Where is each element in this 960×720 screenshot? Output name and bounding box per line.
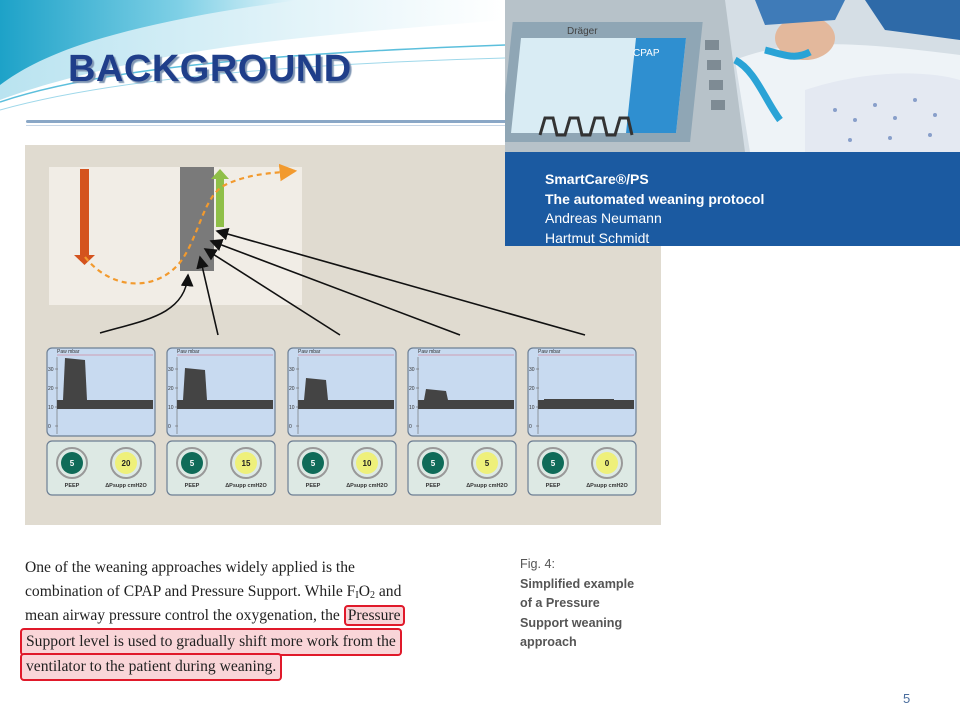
peep-value: 5 — [550, 459, 556, 468]
psupp-value: 20 — [121, 459, 131, 468]
peep-label: PEEP — [64, 483, 80, 489]
axis-label: Paw mbar — [298, 349, 321, 355]
peep-value: 5 — [430, 459, 436, 468]
cpap-label: CPAP — [633, 48, 660, 59]
y-tick-label: 0 — [529, 424, 532, 430]
title-underline-thin — [26, 125, 512, 126]
cover-author-2: Hartmut Schmidt — [545, 229, 650, 246]
body-line-3-text: mean airway pressure control the oxygenation, the — [25, 607, 344, 624]
highlight-line-4: Support level is used to gradually shift more work from the — [20, 628, 402, 656]
psupp-value: 15 — [241, 459, 251, 468]
fig-caption-line-3: Support weaning — [520, 615, 623, 630]
body-line-1: One of the weaning approaches widely applied is the — [25, 559, 355, 576]
psupp-value: 0 — [604, 459, 610, 468]
y-tick-label: 0 — [48, 424, 51, 430]
fio2-subscript-2: 2 — [369, 590, 375, 601]
peep-value: 5 — [189, 459, 195, 468]
fig-caption-label: Fig. 4: — [520, 557, 555, 571]
ventilator-panel — [47, 348, 155, 495]
y-tick-label: 10 — [168, 405, 174, 411]
y-tick-label: 10 — [289, 405, 295, 411]
peep-value: 5 — [310, 459, 316, 468]
axis-label: Paw mbar — [418, 349, 441, 355]
cover-title: SmartCare®/PS — [545, 171, 649, 187]
fio2-subscript-i: I — [355, 590, 359, 601]
y-tick-label: 30 — [289, 367, 295, 373]
title-underline — [26, 120, 512, 123]
book-cover — [505, 0, 960, 246]
axis-label: Paw mbar — [57, 349, 80, 355]
fig-caption-line-4: approach — [520, 635, 577, 649]
psupp-value: 10 — [362, 459, 372, 468]
down-arrow-shaft — [80, 169, 89, 261]
peep-label: PEEP — [305, 483, 321, 489]
fig-caption-line-1: Simplified example — [520, 576, 635, 591]
y-tick-label: 20 — [409, 386, 415, 392]
page-number: 5 — [903, 691, 911, 706]
axis-label: Paw mbar — [538, 349, 561, 355]
ventilator-panel — [288, 348, 396, 495]
psupp-label: ΔPsupp cmH2O — [225, 483, 267, 489]
y-tick-label: 20 — [168, 386, 174, 392]
body-line-3 — [25, 604, 405, 628]
y-tick-label: 0 — [289, 424, 292, 430]
psupp-label: ΔPsupp cmH2O — [105, 483, 147, 489]
psupp-label: ΔPsupp cmH2O — [586, 483, 628, 489]
ventilator-panel — [167, 348, 275, 495]
y-tick-label: 20 — [529, 386, 535, 392]
y-tick-label: 20 — [289, 386, 295, 392]
psupp-value: 5 — [484, 459, 490, 468]
y-tick-label: 10 — [48, 405, 54, 411]
text-area — [20, 535, 665, 680]
psupp-label: ΔPsupp cmH2O — [466, 483, 508, 489]
psupp-label: ΔPsupp cmH2O — [346, 483, 388, 489]
peep-label: PEEP — [184, 483, 200, 489]
y-tick-label: 30 — [48, 367, 54, 373]
y-tick-label: 30 — [409, 367, 415, 373]
peep-label: PEEP — [425, 483, 441, 489]
body-line-2-text: combination of CPAP and Pressure Support. While F — [25, 583, 356, 600]
pressure-plateau — [183, 368, 207, 400]
y-tick-label: 0 — [409, 424, 412, 430]
cover-photo — [505, 0, 960, 152]
y-tick-label: 10 — [529, 405, 535, 411]
fio2-o: O — [358, 583, 370, 600]
y-tick-label: 20 — [48, 386, 54, 392]
pressure-plateau — [304, 378, 328, 400]
highlight-line-5: ventilator to the patient during weaning. — [20, 653, 282, 681]
y-tick-label: 0 — [168, 424, 171, 430]
axis-label: Paw mbar — [177, 349, 200, 355]
y-tick-label: 30 — [168, 367, 174, 373]
up-arrow-shaft — [216, 177, 224, 227]
brand-label: Dräger — [567, 26, 598, 37]
y-tick-label: 30 — [529, 367, 535, 373]
peep-label: PEEP — [545, 483, 561, 489]
ventilator-panel — [408, 348, 516, 495]
cover-text-block — [545, 170, 764, 248]
slide-title: BACKGROUND — [68, 48, 352, 90]
cover-subtitle: The automated weaning protocol — [545, 190, 765, 207]
cover-author-1: Andreas Neumann — [545, 210, 662, 226]
highlight-pressure: Pressure — [344, 605, 405, 626]
ventilator-panel — [528, 348, 636, 495]
pressure-plateau — [63, 358, 87, 400]
ventilator-photo — [505, 0, 960, 152]
body-line-2-end: and — [374, 583, 402, 600]
fig-caption-line-2: of a Pressure — [520, 596, 600, 610]
peep-value: 5 — [69, 459, 75, 468]
y-tick-label: 10 — [409, 405, 415, 411]
